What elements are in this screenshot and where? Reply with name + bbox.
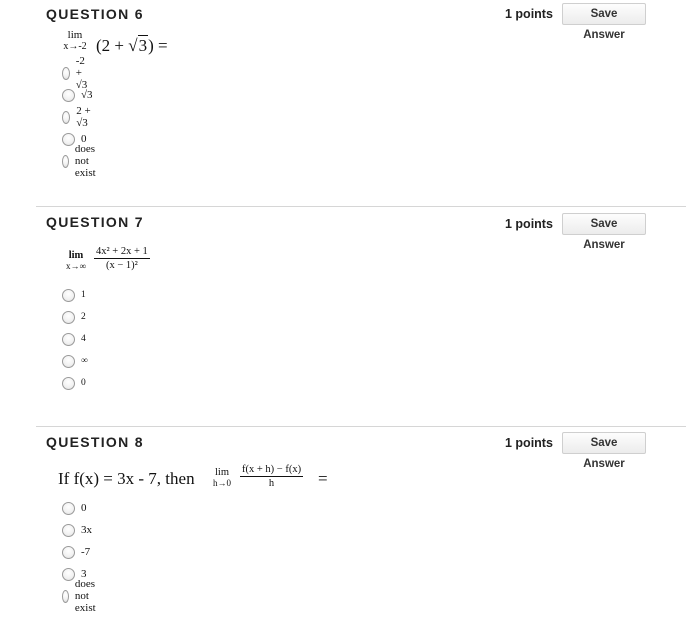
option-label: ∞: [81, 356, 88, 366]
question-title: QUESTION 8: [46, 434, 144, 450]
option-row[interactable]: [62, 499, 87, 517]
option-row[interactable]: [62, 578, 102, 614]
radicand: 3: [138, 36, 148, 55]
option-label: 3x: [81, 524, 92, 536]
radio-button[interactable]: [62, 89, 75, 102]
radical-icon: √: [128, 36, 138, 55]
save-answer-button[interactable]: Save Answer: [562, 3, 646, 25]
lim-word: lim: [67, 29, 83, 41]
option-row[interactable]: [62, 286, 86, 304]
limit-fraction: [94, 245, 150, 272]
radio-button[interactable]: [62, 67, 70, 80]
question-points: 1 points: [505, 7, 553, 21]
lim-subscript: h→0: [213, 478, 231, 488]
option-row[interactable]: [62, 521, 92, 539]
option-label: 0: [81, 378, 86, 388]
option-row[interactable]: [62, 55, 93, 91]
fraction-denominator: h: [268, 478, 275, 489]
radio-button[interactable]: [62, 355, 75, 368]
option-row[interactable]: [62, 86, 93, 104]
radio-button[interactable]: [62, 311, 75, 324]
radio-button[interactable]: [62, 111, 70, 124]
radio-button[interactable]: [62, 133, 75, 146]
option-label: 2 + √3: [76, 105, 91, 129]
option-label: does not exist: [74, 578, 96, 614]
radio-button[interactable]: [62, 155, 69, 168]
option-row[interactable]: [62, 105, 93, 129]
question-points: 1 points: [505, 436, 553, 450]
option-row[interactable]: [62, 374, 86, 392]
question-title: QUESTION 7: [46, 214, 144, 230]
question-6: [36, 0, 686, 205]
expr-open: (2 +: [96, 36, 129, 55]
option-label: 2: [81, 312, 86, 322]
option-row[interactable]: [62, 143, 102, 179]
expr-close: ) =: [148, 36, 168, 55]
option-row[interactable]: [62, 308, 86, 326]
radio-button[interactable]: [62, 377, 75, 390]
limit-fraction: [240, 463, 303, 490]
option-label: does not exist: [74, 143, 96, 179]
lim-word: lim: [68, 250, 84, 261]
fraction-numerator: 4x² + 2x + 1: [96, 246, 148, 257]
question-7: [36, 207, 686, 425]
prompt-lead-text: If f(x) = 3x - 7, then: [58, 469, 195, 488]
option-label: -7: [81, 546, 91, 558]
fraction-denominator: (x − 1)²: [105, 260, 138, 271]
limit-operator: [58, 30, 92, 52]
sqrt-three: [128, 35, 148, 55]
question-8: [36, 427, 686, 622]
fraction-numerator: f(x + h) − f(x): [242, 464, 302, 475]
limit-expression: [96, 36, 168, 56]
question-points: 1 points: [505, 217, 553, 231]
lim-subscript: x→∞: [66, 261, 86, 271]
limit-operator: [208, 467, 236, 488]
equals-sign: =: [318, 469, 328, 488]
radio-button[interactable]: [62, 333, 75, 346]
option-row[interactable]: [62, 352, 88, 370]
option-row[interactable]: [62, 330, 86, 348]
option-label: 0: [81, 502, 87, 514]
option-row[interactable]: [62, 543, 90, 561]
option-label: √3: [81, 89, 93, 101]
radio-button[interactable]: [62, 590, 69, 603]
limit-operator: [62, 250, 90, 272]
radio-button[interactable]: [62, 289, 75, 302]
radio-button[interactable]: [62, 502, 75, 515]
save-answer-button[interactable]: Save Answer: [562, 213, 646, 235]
radio-button[interactable]: [62, 524, 75, 537]
option-label: 0: [81, 133, 87, 145]
option-label: -2 + √3: [75, 55, 88, 91]
radio-button[interactable]: [62, 568, 75, 581]
lim-word: lim: [214, 467, 229, 478]
question-title: QUESTION 6: [46, 6, 144, 22]
option-label: 4: [81, 334, 86, 344]
save-answer-button[interactable]: Save Answer: [562, 432, 646, 454]
option-label: 1: [81, 290, 86, 300]
option-label: 3: [81, 568, 87, 580]
lim-subscript: x→-2: [63, 41, 87, 52]
radio-button[interactable]: [62, 546, 75, 559]
